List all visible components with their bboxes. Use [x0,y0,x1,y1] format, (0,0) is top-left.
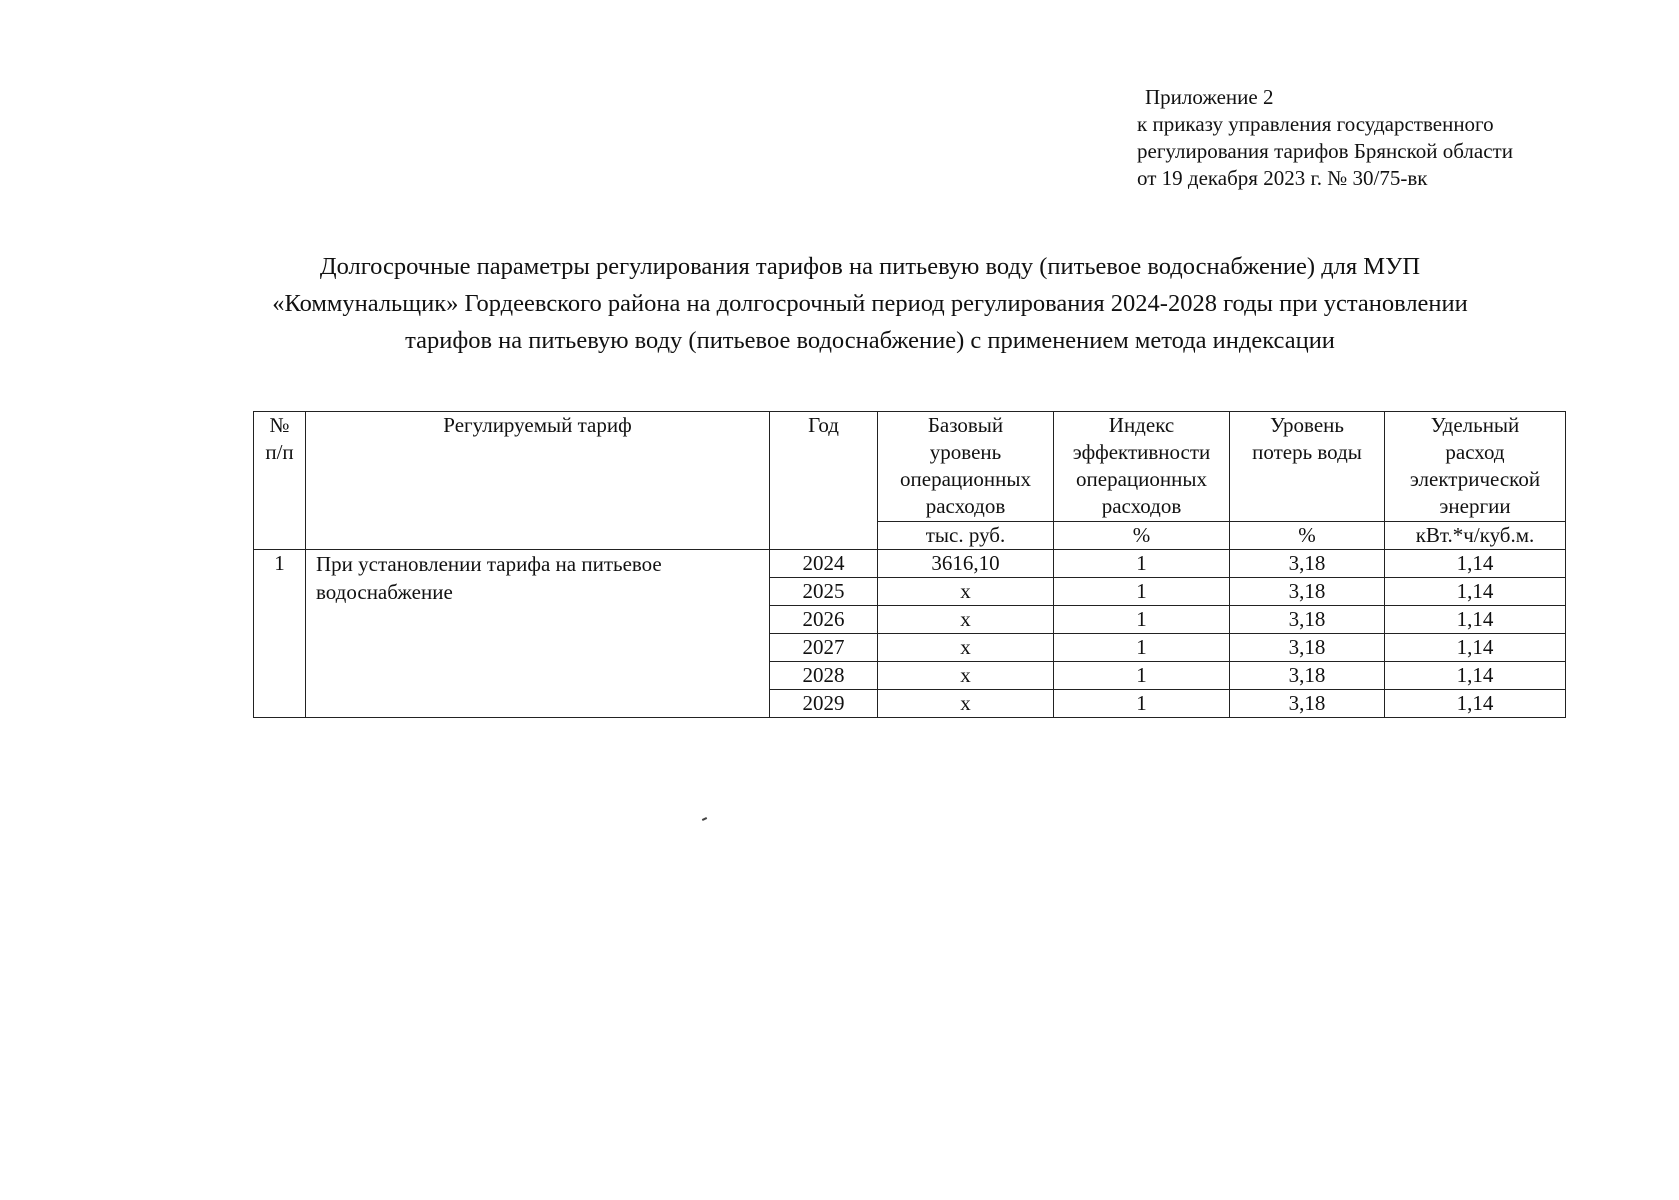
header-water-loss-line: Уровень [1270,413,1344,437]
unit-energy: кВт.*ч/куб.м. [1385,522,1566,550]
header-year: Год [770,412,878,550]
header-water-loss [1230,412,1385,522]
table-row [254,550,1566,578]
water-loss-cell: 3,18 [1230,634,1385,662]
header-base-opex-line: уровень [929,440,1002,464]
energy-cell: 1,14 [1385,550,1566,578]
year-cell: 2029 [770,690,878,718]
base-opex-cell: х [878,690,1054,718]
title-line: Долгосрочные параметры регулирования тарифов на питьевую воду (питьевое водоснабжение) для МУП [319,253,1421,280]
year-cell: 2027 [770,634,878,662]
base-opex-cell: х [878,578,1054,606]
header-efficiency-line: операционных [1076,467,1207,491]
header-base-opex-line: расходов [925,494,1006,518]
water-loss-cell: 3,18 [1230,662,1385,690]
appendix-reference [1137,84,1657,192]
year-cell: 2028 [770,662,878,690]
appendix-label: Приложение 2 [1145,85,1274,109]
header-tariff: Регулируемый тариф [306,412,770,550]
year-cell: 2025 [770,578,878,606]
header-num-line: п/п [265,440,294,464]
header-num [254,412,306,550]
base-opex-cell: х [878,634,1054,662]
efficiency-index-cell: 1 [1054,634,1230,662]
efficiency-index-cell: 1 [1054,550,1230,578]
efficiency-index-cell: 1 [1054,662,1230,690]
header-energy-line: расход [1445,440,1505,464]
scan-speck [702,817,707,821]
base-opex-cell: х [878,662,1054,690]
tariff-name-line: При установлении тарифа на питьевое [316,552,662,576]
efficiency-index-cell: 1 [1054,690,1230,718]
appendix-authority-line: регулирования тарифов Брянской области [1137,139,1513,163]
appendix-order-line: к приказу управления государственного [1137,112,1494,136]
energy-cell: 1,14 [1385,578,1566,606]
header-energy-line: электрической [1409,467,1541,491]
efficiency-index-cell: 1 [1054,578,1230,606]
header-water-loss-line: потерь воды [1252,440,1362,464]
base-opex-cell: х [878,606,1054,634]
header-energy [1385,412,1566,522]
energy-cell: 1,14 [1385,662,1566,690]
water-loss-cell: 3,18 [1230,690,1385,718]
efficiency-index-cell: 1 [1054,606,1230,634]
header-row [254,412,1566,522]
energy-cell: 1,14 [1385,690,1566,718]
document-title [150,248,1590,359]
tariff-name-cell [306,550,770,718]
header-base-opex [878,412,1054,522]
title-line: «Коммунальщик» Гордеевского района на долгосрочный период регулирования 2024-2028 годы при установлении [272,290,1468,317]
header-efficiency-line: расходов [1101,494,1182,518]
year-cell: 2024 [770,550,878,578]
tariff-parameters-table [253,411,1566,718]
water-loss-cell: 3,18 [1230,578,1385,606]
header-num-line: № [269,413,290,437]
year-cell: 2026 [770,606,878,634]
header-efficiency-line: Индекс [1108,413,1175,437]
row-num-cell: 1 [254,550,306,718]
appendix-date-line: от 19 декабря 2023 г. № 30/75-вк [1137,166,1428,190]
base-opex-cell: 3616,10 [878,550,1054,578]
unit-water-loss: % [1230,522,1385,550]
water-loss-cell: 3,18 [1230,606,1385,634]
title-line: тарифов на питьевую воду (питьевое водоснабжение) с применением метода индексации [405,327,1335,354]
header-base-opex-line: операционных [900,467,1031,491]
energy-cell: 1,14 [1385,606,1566,634]
water-loss-cell: 3,18 [1230,550,1385,578]
header-efficiency-line: эффективности [1072,440,1211,464]
header-base-opex-line: Базовый [927,413,1004,437]
tariff-name-line: водоснабжение [316,580,453,604]
header-efficiency-index [1054,412,1230,522]
energy-cell: 1,14 [1385,634,1566,662]
unit-base-opex: тыс. руб. [878,522,1054,550]
header-energy-line: энергии [1439,494,1511,518]
unit-efficiency-index: % [1054,522,1230,550]
header-energy-line: Удельный [1430,413,1520,437]
